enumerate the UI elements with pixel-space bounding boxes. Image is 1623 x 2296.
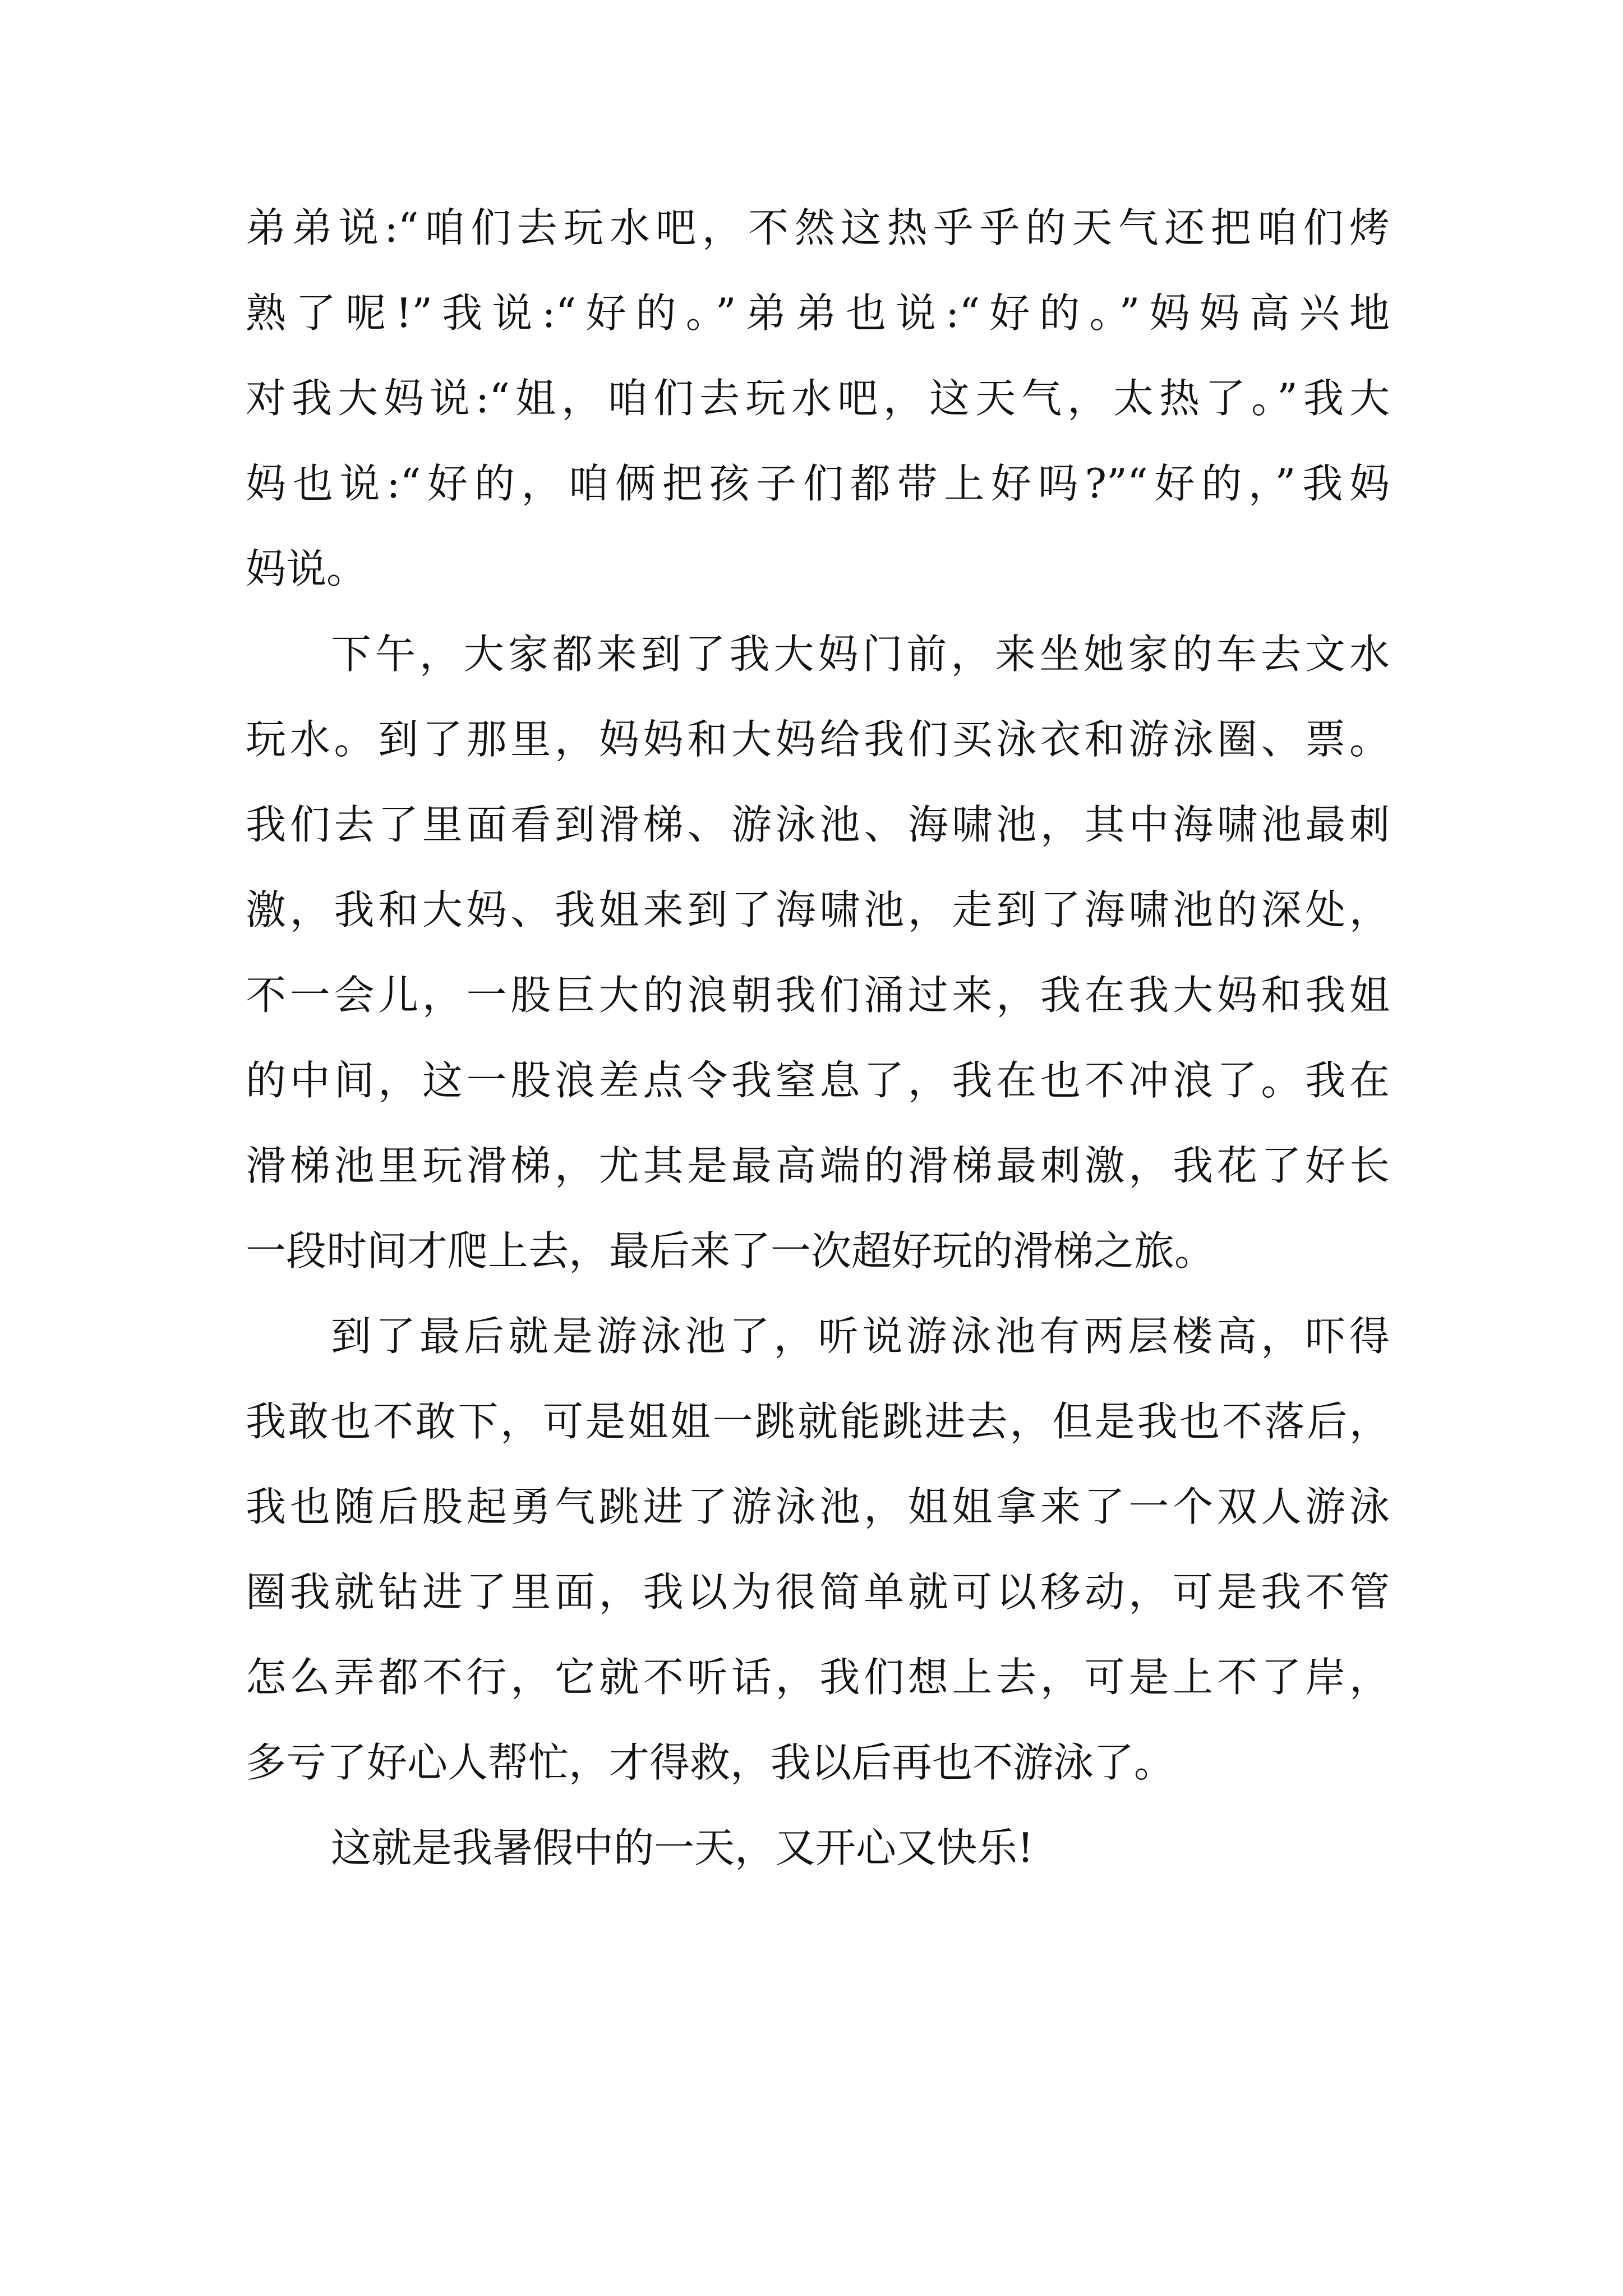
text-line: 我也随后股起勇气跳进了游泳池，姐姐拿来了一个双人游泳 [246, 1483, 1390, 1530]
text-line: 我们去了里面看到滑梯、游泳池、海啸池，其中海啸池最刺 [246, 801, 1390, 848]
text-line: 到了最后就是游泳池了，听说游泳池有两层楼高，吓得 [331, 1313, 1390, 1360]
text-line: 对我大妈说:“姐，咱们去玩水吧，这天气，太热了。”我大 [246, 375, 1390, 422]
text-line: 妈也说:“好的，咱俩把孩子们都带上好吗?”“好的，”我妈 [246, 460, 1390, 507]
paragraph [246, 611, 1390, 1294]
text-line: 多亏了好心人帮忙，才得救，我以后再也不游泳了。 [246, 1739, 1175, 1786]
text-line: 我敢也不敢下，可是姐姐一跳就能跳进去，但是我也不落后， [246, 1398, 1390, 1445]
text-line: 下午，大家都来到了我大妈门前，来坐她家的车去文水 [331, 631, 1390, 678]
text-line: 怎么弄都不行，它就不听话，我们想上去，可是上不了岸， [246, 1654, 1390, 1701]
paragraph [246, 185, 1390, 611]
paragraph [246, 1294, 1390, 1805]
text-line: 激，我和大妈、我姐来到了海啸池，走到了海啸池的深处， [246, 886, 1390, 933]
text-line: 滑梯池里玩滑梯，尤其是最高端的滑梯最刺激，我花了好长 [246, 1142, 1390, 1189]
text-line: 妈说。 [246, 545, 367, 592]
text-line: 弟弟说:“咱们去玩水吧，不然这热乎乎的天气还把咱们烤 [246, 204, 1390, 251]
paragraph [246, 1805, 1390, 1890]
text-line: 这就是我暑假中的一天，又开心又快乐! [331, 1824, 1034, 1871]
text-line: 的中间，这一股浪差点令我窒息了，我在也不冲浪了。我在 [246, 1057, 1390, 1104]
document-body [246, 185, 1390, 1890]
text-line: 一段时间才爬上去，最后来了一次超好玩的滑梯之旅。 [246, 1227, 1215, 1274]
text-line: 熟了呢!”我说:“好的。”弟弟也说:“好的。”妈妈高兴地 [246, 289, 1390, 337]
text-line: 玩水。到了那里，妈妈和大妈给我们买泳衣和游泳圈、票。 [246, 716, 1390, 763]
text-line: 圈我就钻进了里面，我以为很简单就可以移动，可是我不管 [246, 1568, 1390, 1616]
text-line: 不一会儿，一股巨大的浪朝我们涌过来，我在我大妈和我姐 [246, 972, 1390, 1019]
